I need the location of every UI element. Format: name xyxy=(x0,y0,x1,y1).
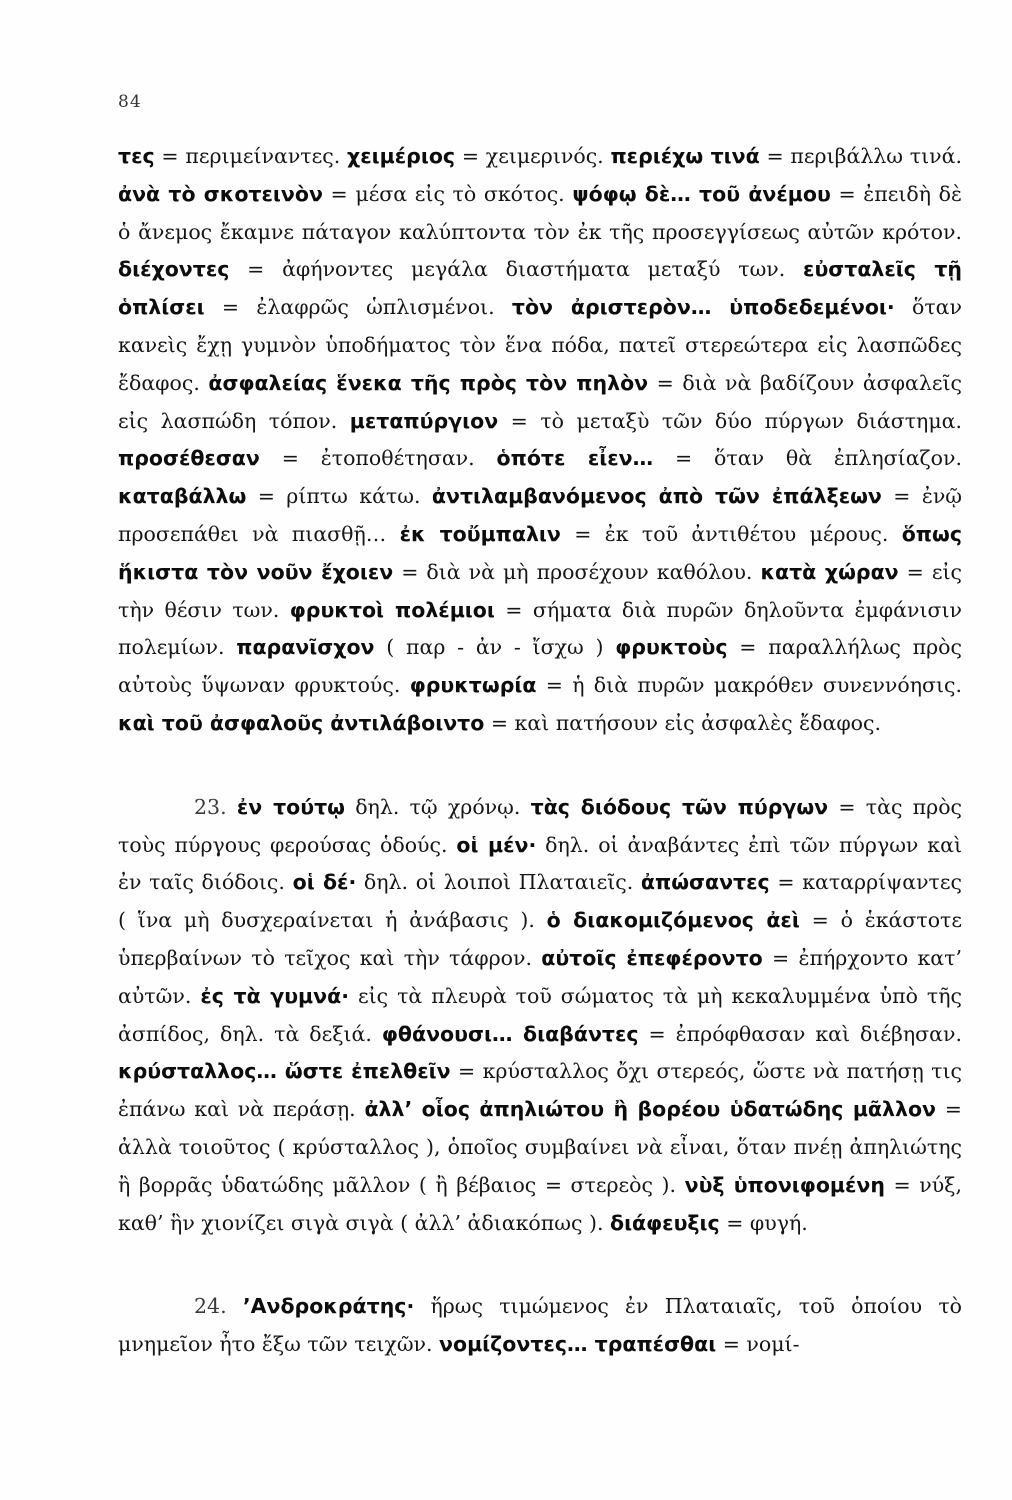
gloss-text: δηλ. τῷ χρόνῳ. xyxy=(344,794,531,819)
lemma-term: ἐς τὰ γυμνά· xyxy=(200,983,349,1008)
gloss-text: ( παρ - ἀν - ἴσχω ) xyxy=(374,635,616,660)
gloss-text: = ρίπτω κάτω. xyxy=(246,484,432,509)
lemma-term: νὺξ ὑπονιφομένη xyxy=(684,1172,885,1197)
gloss-text: = ἐκ τοῦ ἀντιθέτου μέρους. xyxy=(560,521,902,546)
lemma-term: εὐσταλεῖς τῇ ὁπλίσει xyxy=(118,257,962,320)
paragraph-continuation xyxy=(118,138,962,743)
lemma-term: ἀντιλαμβανόμενος ἀπὸ τῶν ἐπάλξεων xyxy=(431,484,882,509)
gloss-text: = καὶ πατήσουν εἰς ἀσφαλὲς ἔδαφος. xyxy=(484,710,882,735)
gloss-text: = ἐπήρχοντο κατ’ αὐτῶν. xyxy=(118,945,962,1008)
gloss-text: = ἀφήνοντες μεγάλα διαστήματα μεταξύ των. xyxy=(229,257,804,282)
gloss-text: = καταρρίψαντες ( ἵνα μὴ δυσχεραίνεται ἡ ἀνάβασις ). xyxy=(118,870,962,933)
lemma-term: καὶ τοῦ ἀσφαλοῦς ἀντιλάβοιντο xyxy=(118,710,485,735)
lemma-term: ’Ανδροκράτης· xyxy=(242,1294,415,1319)
gloss-text: = διὰ νὰ μὴ προσέχουν καθόλου. xyxy=(393,559,761,584)
lemma-term: κατὰ χώραν xyxy=(760,559,899,584)
gloss-text: δηλ. οἱ ἀναβάντες ἐπὶ τῶν πύργων καὶ ἐν ταῖς διόδοις. xyxy=(118,832,962,895)
gloss-text: ἥρως τιμώμενος ἐν Πλαταιαῖς, τοῦ ὁποίου τὸ μνημεῖον ἦτο ἔξω τῶν τειχῶν. xyxy=(118,1294,962,1357)
gloss-text: = ἐπειδὴ δὲ ὁ ἄνεμος ἔκαμνε πάταγον καλύπτοντα τὸν ἐκ τῆς προσεγγίσεως αὐτῶν κρότον. xyxy=(118,181,962,244)
lemma-term: τὸν ἀριστερὸν… ὑποδεδεμένοι· xyxy=(511,295,895,320)
gloss-text: = παραλλήλως πρὸς αὐτοὺς ὕψωναν φρυκτούς. xyxy=(118,635,962,698)
lemma-term: ἐν τούτῳ xyxy=(236,794,345,819)
lemma-term: ἀσφαλείας ἕνεκα τῆς πρὸς τὸν πηλὸν xyxy=(208,370,649,395)
lemma-term: ἀνὰ τὸ σκοτεινὸν xyxy=(118,181,323,206)
lemma-term: αὐτοῖς ἐπεφέροντο xyxy=(541,945,763,970)
gloss-text: = ἐτοποθέτησαν. xyxy=(259,446,497,471)
commentary-text xyxy=(118,138,962,1364)
lemma-term: διάφευξις xyxy=(609,1210,720,1235)
lemma-term: νομίζοντες… τραπέσθαι xyxy=(439,1332,717,1357)
gloss-text: = τὰς πρὸς τοὺς πύργους φερούσας ὁδούς. xyxy=(118,794,963,857)
lemma-term: περιέχω τινά xyxy=(610,144,760,168)
section-number: 23. xyxy=(194,794,237,819)
gloss-text: = σήματα διὰ πυρῶν δηλοῦντα ἐμφάνισιν πολεμίων. xyxy=(118,597,962,660)
gloss-text: δηλ. οἱ λοιποὶ Πλαταιεῖς. xyxy=(356,870,641,895)
lemma-term: ὅπως ἥκιστα τὸν νοῦν ἔχοιεν xyxy=(118,521,962,584)
gloss-text: ὅταν κανεὶς ἔχῃ γυμνὸν ὑποδήματος τὸν ἕνα πόδα, πατεῖ στερεώτερα εἰς λασπῶδες ἔδαφος. xyxy=(118,295,962,395)
paragraph-section-23 xyxy=(118,789,962,1243)
lemma-term: κρύσταλλος… ὥστε ἐπελθεῖν xyxy=(118,1059,451,1084)
gloss-text: = κρύσταλλος ὄχι στερεός, ὥστε νὰ πατήσῃ τις ἐπάνω καὶ νὰ περάσῃ. xyxy=(118,1059,962,1122)
lemma-term: ὁπότε εἶεν… xyxy=(496,446,654,471)
gloss-text: = ὁ ἑκάστοτε ὑπερβαίνων τὸ τεῖχος καὶ τὴν τάφρον. xyxy=(118,908,962,970)
gloss-text: = μέσα εἰς τὸ σκότος. xyxy=(322,181,573,206)
gloss-text: = ἐπρόφθασαν καὶ διέβησαν. xyxy=(638,1021,962,1046)
lemma-term: οἱ μέν· xyxy=(456,832,537,857)
lemma-term: φρυκτοὺς xyxy=(615,635,728,660)
gloss-text: εἰς τὰ πλευρὰ τοῦ σώματος τὰ μὴ κεκαλυμμένα ὑπὸ τῆς ἀσπίδος, δηλ. τὰ δεξιά. xyxy=(118,983,963,1046)
page-number: 84 xyxy=(118,92,142,112)
gloss-text: = ἐνῷ προσεπάθει νὰ πιασθῇ… xyxy=(118,484,963,546)
lemma-term: ἐκ τοὔμπαλιν xyxy=(399,521,561,546)
lemma-term: χειμέριος xyxy=(347,144,456,168)
gloss-text: = ὅταν θὰ ἐπλησίαζον. xyxy=(653,446,962,471)
lemma-term: τὰς διόδους τῶν πύργων xyxy=(530,794,829,819)
gloss-text: = νομί- xyxy=(716,1332,800,1357)
lemma-term: ψόφῳ δὲ… τοῦ ἀνέμου xyxy=(572,181,831,206)
gloss-text: = διὰ νὰ βαδίζουν ἀσφαλεῖς εἰς λασπώδη τόπον. xyxy=(118,370,962,433)
lemma-term: φθάνουσι… διαβάντες xyxy=(381,1021,639,1046)
gloss-text: = ἐλαφρῶς ὡπλισμένοι. xyxy=(204,295,512,320)
lemma-term: καταβάλλω xyxy=(118,484,247,509)
lemma-term: ὁ διακομιζόμενος ἀεὶ xyxy=(546,908,800,933)
lemma-term: μεταπύργιον xyxy=(349,408,499,433)
paragraph-section-24 xyxy=(118,1288,962,1364)
gloss-text: = χειμερινός. xyxy=(455,144,611,168)
lemma-term: διέχοντες xyxy=(118,257,230,282)
gloss-text: = εἰς τὴν θέσιν των. xyxy=(118,559,962,622)
lemma-term: παρανῖσχον xyxy=(236,635,375,660)
gloss-text: = περιβάλλω τινά. xyxy=(759,144,962,168)
gloss-text: = ἡ διὰ πυρῶν μακρόθεν συνεννόησις. xyxy=(536,673,963,698)
gloss-text: = περιμείναντες. xyxy=(154,144,348,168)
gloss-text: = ἀλλὰ τοιοῦτος ( κρύσταλλος ), ὁποῖος συμβαίνει νὰ εἶναι, ὅταν πνέῃ ἀπηλιώτης ἢ βορρᾶς ὑδατώδης μᾶλλον ( ἢ βέβαιος = στερεὸς ). xyxy=(118,1097,962,1197)
gloss-text: = νύξ, καθ’ ἣν χιονίζει σιγὰ σιγὰ ( ἀλλ’ ἀδιακόπως ). xyxy=(118,1172,962,1235)
lemma-term: ἀλλ’ οἷος ἀπηλιώτου ἢ βορέου ὑδατώδης μᾶλλον xyxy=(364,1097,937,1122)
lemma-term: φρυκτοὶ πολέμιοι xyxy=(289,597,495,622)
lemma-term: οἱ δέ· xyxy=(292,870,357,895)
section-number: 24. xyxy=(194,1294,243,1319)
lemma-term: ἀπώσαντες xyxy=(640,870,770,895)
gloss-text: = φυγή. xyxy=(719,1210,808,1235)
gloss-text: = τὸ μεταξὺ τῶν δύο πύργων διάστημα. xyxy=(498,408,963,433)
lemma-term: τες xyxy=(118,144,155,168)
lemma-term: προσέθεσαν xyxy=(118,446,260,471)
lemma-term: φρυκτωρία xyxy=(409,673,537,698)
